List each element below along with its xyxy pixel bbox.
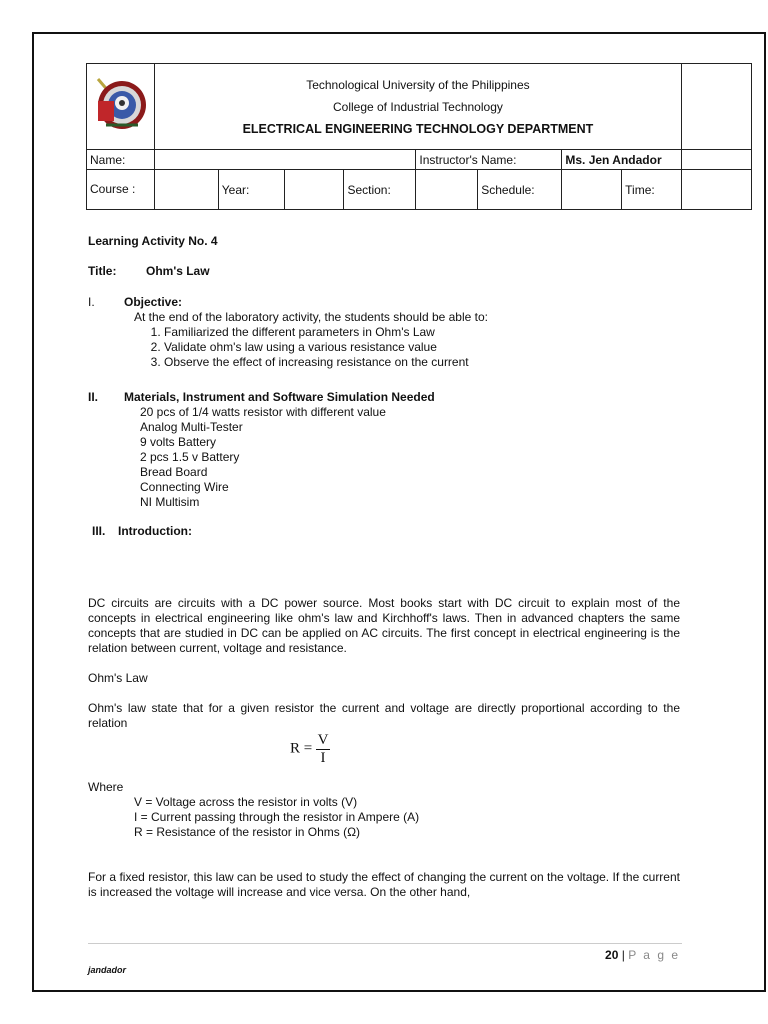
ohms-law-formula	[88, 732, 680, 770]
page-border-bottom	[32, 990, 766, 992]
materials-numeral: II.	[88, 390, 99, 404]
header-blank-cell	[681, 64, 751, 150]
university-logo-cell	[87, 64, 155, 150]
name-field[interactable]	[154, 150, 416, 170]
time-label: Time:	[622, 170, 682, 210]
list-item: I = Current passing through the resistor in Ampere (A)	[134, 810, 420, 824]
year-label: Year:	[218, 170, 284, 210]
formula-denominator: I	[320, 750, 326, 766]
page-number	[605, 948, 680, 962]
definitions-list	[88, 795, 680, 840]
schedule-field[interactable]	[562, 170, 622, 210]
list-item: NI Multisim	[140, 495, 200, 509]
document-body	[88, 228, 680, 539]
section-label: Section:	[344, 170, 416, 210]
materials-list	[88, 405, 680, 510]
department-name: ELECTRICAL ENGINEERING TECHNOLOGY DEPARTMENT	[242, 121, 594, 136]
schedule-label: Schedule:	[478, 170, 562, 210]
list-item: 2. Validate ohm's law using a various resistance value	[164, 340, 680, 355]
list-item: 1. Familiarized the different parameters in Ohm's Law	[164, 325, 680, 340]
intro-paragraph-3: For a fixed resistor, this law can be used to study the effect of changing the current on the voltage. If the current is increased the voltage will increase and vice versa. On the other hand,	[88, 870, 680, 899]
introduction-body	[88, 596, 680, 900]
footer-divider	[88, 943, 682, 944]
page-number-value: 20	[605, 948, 619, 962]
instructor-value: Ms. Jen Andador	[562, 150, 682, 170]
activity-number: Learning Activity No. 4	[88, 234, 218, 248]
title-label: Title:	[88, 264, 117, 278]
course-label: Course :	[87, 170, 155, 210]
objective-numeral: I.	[88, 295, 95, 309]
introduction-heading-row	[88, 524, 680, 539]
objective-intro: At the end of the laboratory activity, the students should be able to:	[134, 310, 488, 324]
list-item: Bread Board	[140, 465, 208, 479]
instructor-extra-cell	[681, 150, 751, 170]
formula-lhs: R =	[290, 740, 313, 757]
author-footer: jandador	[88, 965, 127, 975]
list-item: Connecting Wire	[140, 480, 229, 494]
list-item: 20 pcs of 1/4 watts resistor with different value	[140, 405, 386, 419]
page-label: P a g e	[628, 948, 680, 962]
title-value: Ohm's Law	[146, 264, 210, 278]
header-title-cell	[154, 64, 681, 150]
activity-title	[88, 264, 680, 279]
list-item: 3. Observe the effect of increasing resistance on the current	[164, 355, 680, 370]
course-field[interactable]	[154, 170, 218, 210]
header-table	[86, 63, 752, 210]
name-label: Name:	[87, 150, 155, 170]
ohms-law-subheading: Ohm's Law	[88, 671, 148, 685]
university-name: Technological University of the Philippines	[306, 77, 530, 92]
list-item: 9 volts Battery	[140, 435, 217, 449]
formula-numerator: V	[317, 732, 329, 748]
introduction-numeral: III.	[92, 524, 106, 538]
page-border-right	[764, 32, 766, 992]
where-label: Where	[88, 780, 124, 794]
introduction-heading: Introduction:	[118, 524, 192, 538]
year-field[interactable]	[284, 170, 344, 210]
page-separator: |	[621, 948, 625, 962]
list-item: Analog Multi-Tester	[140, 420, 243, 434]
formula-fraction	[316, 732, 331, 767]
list-item: 2 pcs 1.5 v Battery	[140, 450, 240, 464]
intro-paragraph-2: Ohm's law state that for a given resistor the current and voltage are directly proportional according to the relation	[88, 701, 680, 730]
university-seal-icon	[92, 75, 148, 135]
list-item: V = Voltage across the resistor in volts (V)	[134, 795, 358, 809]
materials-section	[88, 390, 680, 510]
time-field[interactable]	[681, 170, 751, 210]
objective-heading: Objective:	[124, 295, 183, 309]
objective-list	[88, 325, 680, 370]
section-field[interactable]	[416, 170, 478, 210]
intro-paragraph-1: DC circuits are circuits with a DC power source. Most books start with DC circuit to explain most of the concepts in electrical engineering like ohm's law and Kirchhoff's laws. Then in advanced chapters the same concepts that are studied in DC can be applied on AC circuits. The first concept in electrical engineering is the relation between current, voltage and resistance.	[88, 596, 680, 655]
instructor-label: Instructor's Name:	[416, 150, 562, 170]
materials-heading: Materials, Instrument and Software Simulation Needed	[124, 390, 435, 404]
college-name: College of Industrial Technology	[332, 99, 503, 114]
list-item: R = Resistance of the resistor in Ohms (Ω)	[134, 825, 361, 839]
objective-section	[88, 295, 680, 370]
